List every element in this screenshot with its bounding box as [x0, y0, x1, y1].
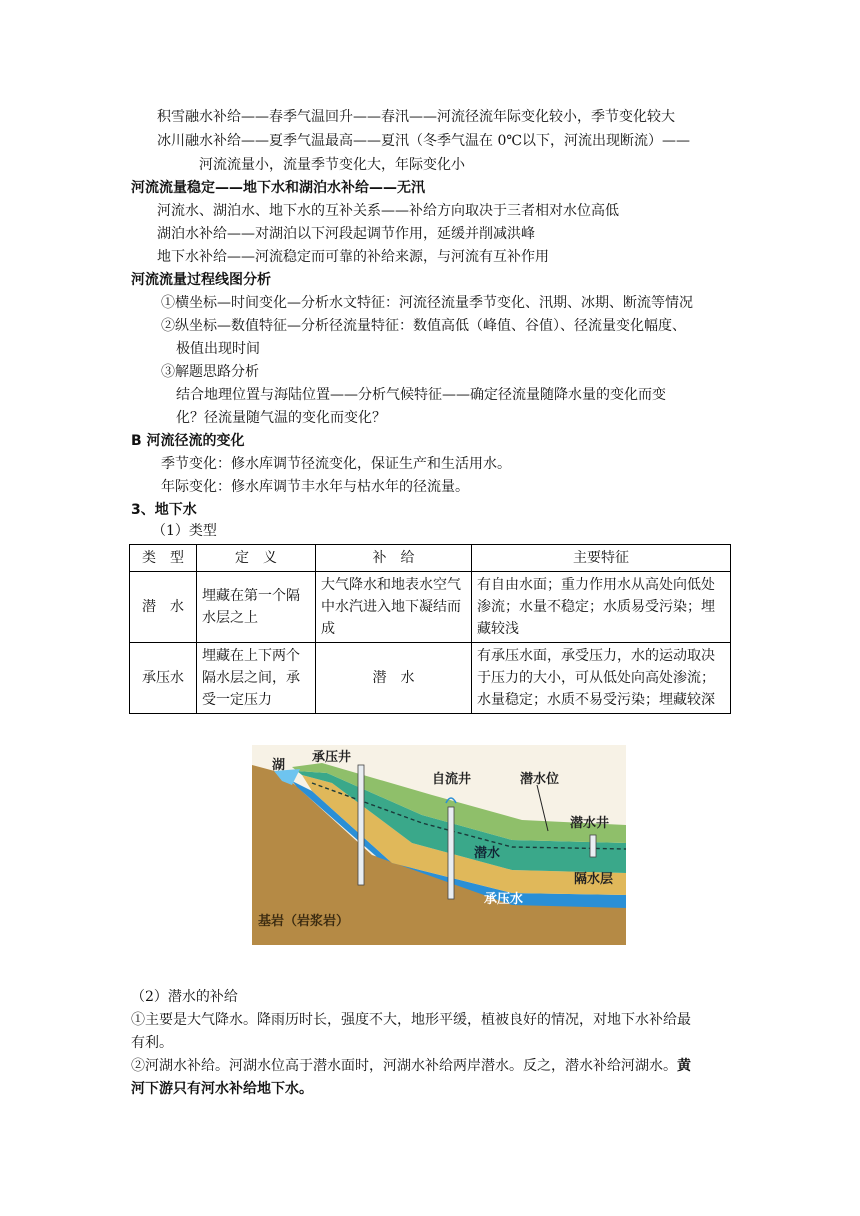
bold-line: 河下游只有河水补给地下水。: [131, 1081, 313, 1097]
section-heading: 3、地下水: [131, 502, 197, 518]
text-line: ①横坐标—时间变化—分析水文特征：河流径流量季节变化、汛期、冰期、断流等情况: [161, 295, 693, 311]
section-heading: 河流流量稳定——地下水和湖泊水补给——无汛: [131, 180, 425, 196]
table-row: [130, 572, 731, 643]
text-line: 极值出现时间: [176, 341, 260, 357]
text-line: ②纵坐标—数值特征—分析径流量特征：数值高低（峰值、谷值）、径流量变化幅度、: [161, 318, 686, 334]
bold-segment: 黄: [677, 1058, 691, 1074]
table-cell: 有承压水面，承受压力，水的运动取决于压力的大小，可从低处向高处渗流；水量稳定；水质不易受污染；埋藏较深: [472, 643, 731, 714]
text-line: 河流水、湖泊水、地下水的互补关系——补给方向取决于三者相对水位高低: [157, 203, 619, 219]
text-line: 冰川融水补给——夏季气温最高——夏汛（冬季气温在 0℃以下，河流出现断流）——: [157, 133, 691, 149]
confined-water-label: 承压水: [484, 892, 524, 907]
table-cell: 大气降水和地表水空气中水汽进入地下凝结而成: [316, 572, 472, 643]
bedrock-label: 基岩（岩浆岩）: [258, 914, 350, 929]
text-line: （1）类型: [152, 523, 217, 539]
water-table-label: 潜水位: [520, 772, 560, 787]
text-line: 积雪融水补给——春季气温回升——春汛——河流径流年际变化较小，季节变化较大: [157, 109, 675, 125]
text-line: 季节变化：修水库调节径流变化，保证生产和生活用水。: [161, 456, 511, 472]
table-cell: 埋藏在第一个隔水层之上: [197, 572, 316, 643]
phreatic-well-label: 潜水井: [570, 816, 610, 831]
text-line: 结合地理位置与海陆位置——分析气候特征——确定径流量随降水量的变化而变: [176, 387, 666, 403]
confined-well-label: 承压井: [312, 750, 352, 765]
text-line: 化？径流量随气温的变化而变化？: [176, 410, 386, 426]
section-heading: 河流流量过程线图分析: [131, 272, 271, 288]
groundwater-diagram: [252, 745, 626, 945]
table-row: [130, 643, 731, 714]
table-cell: 潜 水: [316, 643, 472, 714]
text-line: （2）潜水的补给: [131, 989, 238, 1005]
aquiclude-label: 隔水层: [574, 872, 614, 887]
table-header: 定 义: [197, 545, 316, 572]
groundwater-type-table: [129, 544, 731, 714]
text-line: 湖泊水补给——对湖泊以下河段起调节作用，延缓并削减洪峰: [157, 226, 535, 242]
table-cell: 承压水: [130, 643, 197, 714]
phreatic-water-label: 潜水: [474, 846, 501, 861]
confined-well: [358, 765, 364, 885]
text-segment: ②河湖水补给。河湖水位高于潜水面时，河湖水补给两岸潜水。反之，潜水补给河湖水。: [131, 1058, 677, 1074]
section-heading: B 河流径流的变化: [131, 433, 245, 449]
text-line: ①主要是大气降水。降雨历时长，强度不大，地形平缓，植被良好的情况，对地下水补给最: [131, 1012, 691, 1028]
table-header: 主要特征: [472, 545, 731, 572]
text-line: 有利。: [131, 1035, 173, 1051]
text-line: 河流流量小，流量季节变化大，年际变化小: [199, 157, 465, 173]
lake-label: 湖: [272, 758, 286, 773]
table-cell: 潜 水: [130, 572, 197, 643]
artesian-well: [448, 807, 454, 899]
table-header: 补 给: [316, 545, 472, 572]
table-cell: 有自由水面；重力作用水从高处向低处渗流；水量不稳定；水质易受污染；埋藏较浅: [472, 572, 731, 643]
text-line: 年际变化：修水库调节丰水年与枯水年的径流量。: [161, 479, 469, 495]
text-line: 地下水补给——河流稳定而可靠的补给来源，与河流有互补作用: [157, 249, 549, 265]
phreatic-well: [590, 835, 596, 857]
text-line: [131, 1056, 691, 1076]
artesian-well-label: 自流井: [432, 772, 472, 787]
table-header-row: [130, 545, 731, 572]
table-header: 类 型: [130, 545, 197, 572]
table-cell: 埋藏在上下两个隔水层之间，承受一定压力: [197, 643, 316, 714]
text-line: ③解题思路分析: [161, 364, 259, 380]
